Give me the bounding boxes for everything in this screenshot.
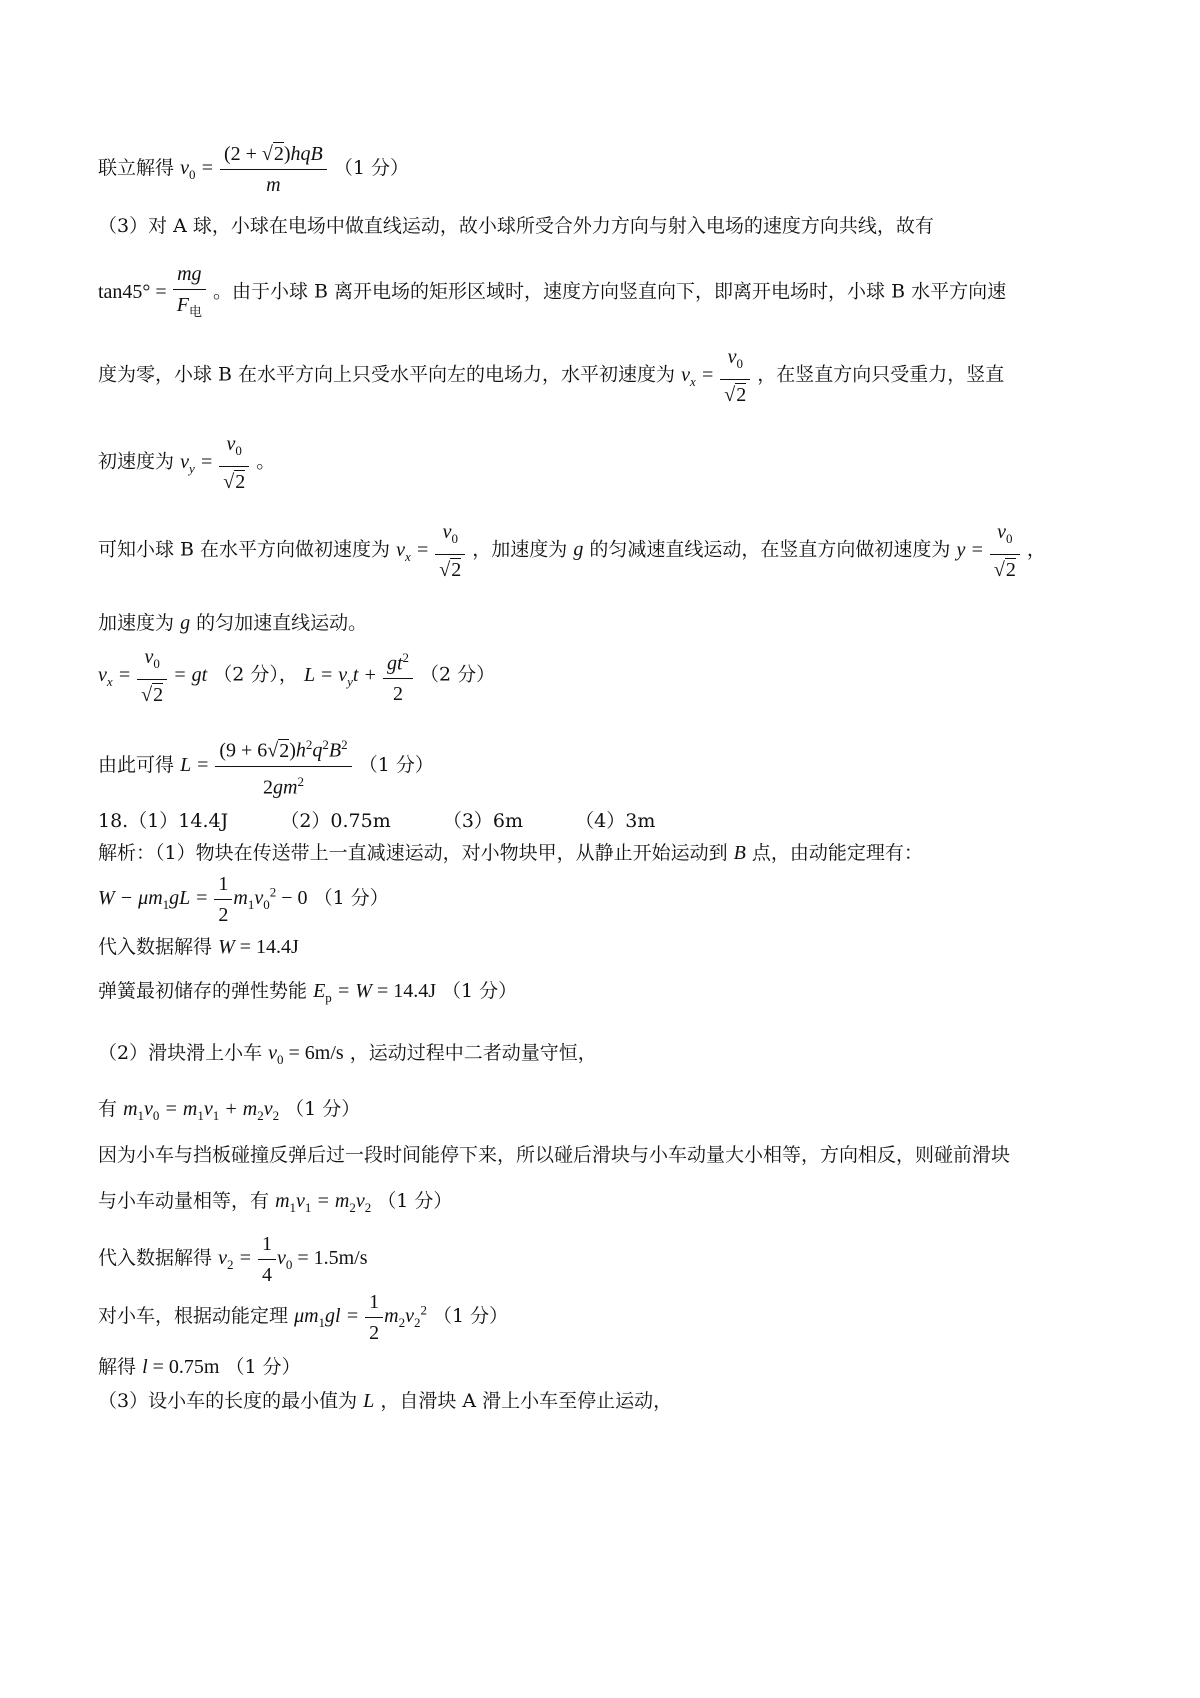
text: 解得 xyxy=(98,1356,137,1378)
text: 度为零，小球 B 在水平方向上只受水平向左的电场力，水平初速度为 xyxy=(98,363,676,386)
text: 的匀加速直线运动。 xyxy=(196,612,368,634)
solution-line xyxy=(98,142,409,197)
answer-line xyxy=(98,808,655,834)
score: （1 分） xyxy=(333,157,409,180)
formula-car-energy: $\mu m_1gl$ = $\frac{1}{2}$ $m_2v_2^2$ xyxy=(294,1291,427,1344)
solution-line xyxy=(98,1142,1010,1168)
solution-line xyxy=(98,934,299,960)
formula-energy: $W - \mu m_1gL$ = $\frac{1}{2}$ $m_1v_0^2 - 0$ xyxy=(98,873,308,926)
symbol-g: g xyxy=(573,538,584,561)
text: 有 xyxy=(98,1098,118,1120)
formula-v0-value: $v_0 = 6m/s$ xyxy=(268,1042,344,1067)
solution-line xyxy=(98,1290,508,1345)
score: （2 分）， xyxy=(213,663,298,686)
score: （1 分） xyxy=(225,1356,301,1378)
formula-Ep: $E_p = W = 14.4J$ xyxy=(313,980,436,1005)
text: ，在竖直方向只受重力，竖直 xyxy=(757,363,1005,386)
solution-line xyxy=(98,872,389,927)
formula-vx-gt: $v_x$ = $\frac{v_0}{√2}$ = gt xyxy=(98,646,208,706)
text: 代入数据解得 xyxy=(98,936,213,958)
solution-line xyxy=(98,520,1046,582)
text: 的匀减速直线运动，在竖直方向做初速度为 xyxy=(589,538,951,561)
text: 由此可得 xyxy=(98,753,175,776)
text: （2）滑块滑上小车 xyxy=(98,1042,263,1064)
solution-line xyxy=(98,1040,597,1073)
solution-line xyxy=(98,1388,672,1414)
solution-line xyxy=(98,1188,452,1221)
solution-line xyxy=(98,262,1006,324)
formula-momentum: $m_1v_0 = m_1v_1 + m_2v_2$ xyxy=(123,1098,280,1123)
text: ， xyxy=(1026,538,1046,561)
formula-W: W = 14.4J xyxy=(218,936,299,958)
formula-y: y = $\frac{v_0}{√2}$ xyxy=(956,539,1020,561)
formula-L-result: L = $\frac{(9 + 6√2)h^2q^2B^2}{2gm^2}$ xyxy=(180,754,353,776)
text: （3）设小车的长度的最小值为 xyxy=(98,1390,358,1412)
text: 弹簧最初储存的弹性势能 xyxy=(98,980,308,1002)
score: （1 分） xyxy=(285,1098,361,1120)
text: ，运动过程中二者动量守恒， xyxy=(349,1042,597,1064)
formula-vx: $v_x$ = $\frac{v_0}{√2}$ xyxy=(396,539,466,561)
text: 因为小车与挡板碰撞反弹后过一段时间能停下来，所以碰后滑块与小车动量大小相等，方向相反，则碰前滑块 xyxy=(98,1144,1011,1166)
text: 可知小球 B 在水平方向做初速度为 xyxy=(98,538,391,561)
text: 解析：（1）物块在传送带上一直减速运动，对小物块甲，从静止开始运动到 xyxy=(98,842,728,864)
text: 加速度为 xyxy=(98,612,175,634)
answer-1: 18.（1）14.4J xyxy=(98,810,229,832)
formula-L: $L = v_yt$ + $\frac{gt^2}{2}$ xyxy=(304,664,414,686)
score: （1 分） xyxy=(377,1190,453,1212)
text: （3）对 A 球，小球在电场中做直线运动，故小球所受合外力方向与射入电场的速度方向共线，故有 xyxy=(98,215,934,237)
solution-line xyxy=(98,645,495,707)
solution-line xyxy=(98,610,367,636)
formula-vx: $v_x$ = $\frac{v_0}{√2}$ xyxy=(681,364,751,386)
text: ，加速度为 xyxy=(472,538,568,561)
text: 联立解得 xyxy=(98,157,175,180)
solution-line xyxy=(98,213,934,239)
score: （1 分） xyxy=(313,887,389,910)
answer-2: （2）0.75m xyxy=(280,810,391,832)
text: 点，由动能定理有： xyxy=(751,842,923,864)
formula-l: l = 0.75m xyxy=(142,1356,220,1378)
text: 代入数据解得 xyxy=(98,1247,213,1270)
formula-tan45: tan45° = mg $F_电$ xyxy=(98,281,207,303)
formula-v0: $v_0$ = (2 + √2)hqB m xyxy=(180,157,328,179)
text: 。 xyxy=(256,450,276,473)
score: （1 分） xyxy=(442,980,518,1002)
solution-line xyxy=(98,840,923,866)
solution-line xyxy=(98,432,275,494)
solution-line xyxy=(98,733,434,799)
score: （2 分） xyxy=(420,663,496,686)
answer-4: （4）3m xyxy=(575,810,656,832)
text: 与小车动量相等，有 xyxy=(98,1190,270,1212)
answer-3: （3）6m xyxy=(442,810,524,832)
solution-line xyxy=(98,1232,368,1287)
score: （1 分） xyxy=(433,1305,509,1328)
text: 。由于小球 B 离开电场的矩形区域时，速度方向竖直向下，即离开电场时，小球 B 水平方向速 xyxy=(213,280,1007,303)
solution-line xyxy=(98,345,1004,407)
formula-v2: $v_2$ = $\frac{1}{4}$ $v_0 = 1.5m/s$ xyxy=(218,1233,368,1286)
symbol-g: g xyxy=(180,612,191,634)
formula-vy: $v_y$ = $\frac{v_0}{√2}$ xyxy=(180,451,250,473)
score: （1 分） xyxy=(358,753,434,776)
symbol-L: L xyxy=(363,1390,375,1412)
solution-line xyxy=(98,978,517,1011)
text: 对小车，根据动能定理 xyxy=(98,1305,289,1328)
formula-equal-momentum: $m_1v_1 = m_2v_2$ xyxy=(275,1190,372,1215)
solution-line xyxy=(98,1096,360,1129)
text: 初速度为 xyxy=(98,450,175,473)
symbol-B: B xyxy=(733,842,746,864)
solution-line xyxy=(98,1354,301,1380)
text: ，自滑块 A 滑上小车至停止运动， xyxy=(380,1390,673,1412)
